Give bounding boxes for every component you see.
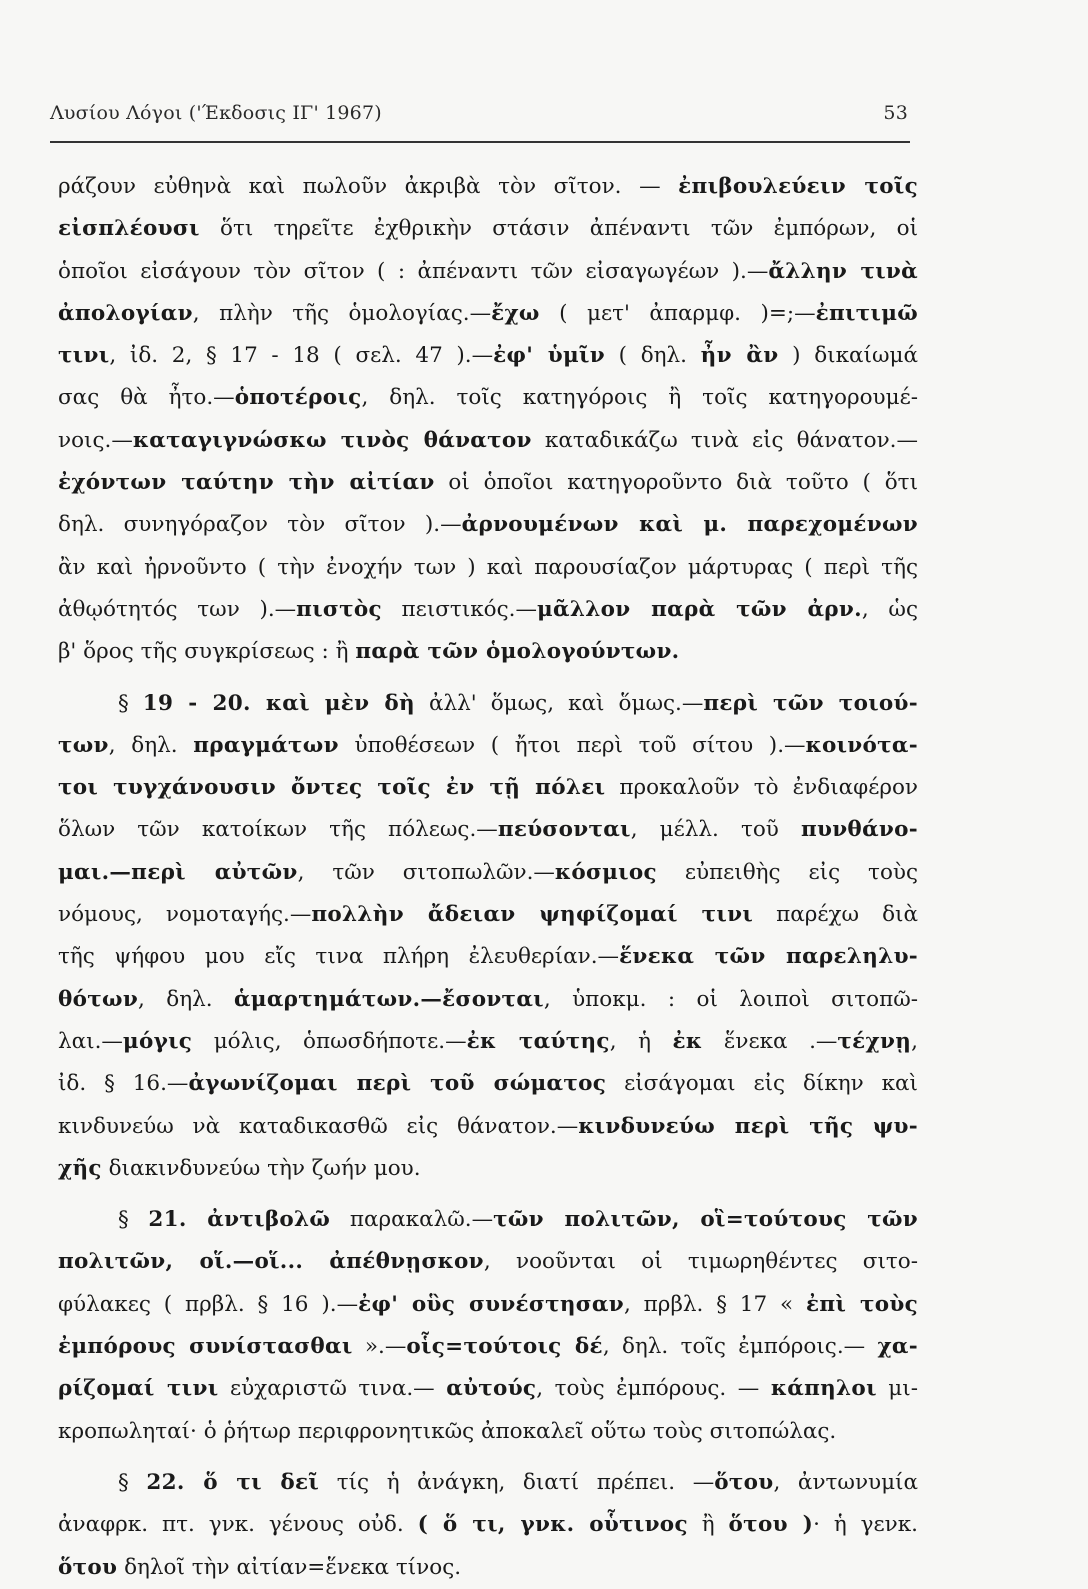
text-line bbox=[58, 725, 918, 767]
gloss: εὐπειθὴς εἰς τοὺς bbox=[656, 859, 918, 885]
gloss: ἂν καὶ ἠρνοῦντο ( τὴν ἐνοχήν των ) καὶ παρουσίαζον μάρτυρας ( περὶ τῆς bbox=[58, 554, 918, 580]
text-line bbox=[58, 1284, 918, 1326]
gloss: πειστικός.— bbox=[381, 596, 538, 622]
lemma: κινδυνεύω περὶ τῆς ψυ- bbox=[578, 1113, 919, 1139]
gloss: νοις.— bbox=[58, 427, 133, 453]
gloss: ) δικαίωμά bbox=[778, 343, 919, 369]
text-line bbox=[58, 166, 918, 208]
text-line bbox=[58, 1148, 918, 1190]
text-line bbox=[58, 1021, 918, 1063]
gloss: , πρβλ. § 17 « bbox=[623, 1291, 807, 1317]
gloss: , ὡς bbox=[861, 596, 919, 622]
lemma: των bbox=[58, 732, 109, 758]
lemma: πιστὸς bbox=[296, 596, 382, 622]
text-line bbox=[58, 1106, 918, 1148]
lemma: πραγμάτων bbox=[193, 732, 339, 758]
text-line bbox=[58, 1241, 918, 1283]
lemma: κόσμιος bbox=[554, 859, 657, 885]
gloss: ( μετ' ἀπαρμφ. )=;— bbox=[539, 300, 816, 326]
lemma: ἐκ bbox=[672, 1028, 703, 1054]
gloss: φύλακες ( πρβλ. § 16 ).— bbox=[58, 1291, 359, 1317]
lemma: πεύσονται bbox=[497, 817, 631, 843]
text-line bbox=[58, 208, 918, 250]
gloss: ἀναφρκ. πτ. γνκ. γένους οὐδ. bbox=[58, 1512, 418, 1538]
lemma: ἀρνουμένων καὶ μ. παρεχομένων bbox=[461, 512, 918, 538]
lemma: ρίζομαί τινι bbox=[58, 1376, 219, 1402]
gloss: , δηλ. τοῖς κατηγόροις ἢ τοῖς κατηγορουμέ- bbox=[361, 385, 919, 411]
text-line bbox=[58, 683, 918, 725]
gloss: ἕνεκα .— bbox=[702, 1028, 838, 1054]
gloss: ( δηλ. bbox=[604, 343, 701, 369]
lemma: ἔχω bbox=[491, 300, 540, 326]
lemma: ἁμαρτημάτων.—ἔσονται bbox=[233, 986, 544, 1012]
text-line bbox=[58, 335, 918, 377]
gloss: , ὑποκμ. : οἱ λοιποὶ σιτοπῶ- bbox=[543, 986, 919, 1012]
gloss: προκαλοῦν τὸ ἐνδιαφέρον bbox=[605, 775, 918, 801]
lemma: ἄλλην τινὰ bbox=[768, 258, 918, 284]
lemma: ἦν ἂν bbox=[700, 343, 779, 369]
gloss: παρέχω διὰ bbox=[753, 902, 918, 928]
gloss: , νοοῦνται οἱ τιμωρηθέντες σιτο- bbox=[483, 1249, 918, 1275]
gloss: § bbox=[118, 690, 143, 716]
text-line bbox=[58, 852, 918, 894]
lemma: ἐφ' ὑμῖν bbox=[493, 343, 605, 369]
gloss: , δηλ. bbox=[138, 986, 234, 1012]
lemma: 21. ἀντιβολῶ bbox=[148, 1207, 331, 1233]
text-line bbox=[58, 293, 918, 335]
lemma: ὅτου bbox=[58, 1554, 118, 1580]
page-number: 53 bbox=[883, 102, 908, 124]
text-line bbox=[58, 462, 918, 504]
lemma: μᾶλλον παρὰ τῶν ἀρν. bbox=[537, 596, 862, 622]
gloss: , δηλ. bbox=[108, 732, 194, 758]
text-line bbox=[58, 809, 918, 851]
gloss: , μέλλ. τοῦ bbox=[630, 817, 801, 843]
gloss: εἰσάγομαι εἰς δίκην καὶ bbox=[606, 1071, 918, 1097]
gloss: ράζουν εὐθηνὰ καὶ πωλοῦν ἀκριβὰ τὸν σῖτον. — bbox=[58, 174, 679, 199]
text-line bbox=[58, 504, 918, 546]
gloss: καταδικάζω τινὰ εἰς θάνατον.— bbox=[531, 427, 918, 453]
text-line bbox=[58, 936, 918, 978]
lemma: πολλὴν ἄδειαν ψηφίζομαί τινι bbox=[311, 902, 754, 928]
lemma: ὁποτέροις bbox=[234, 385, 362, 411]
lemma: μαι.—περὶ αὐτῶν bbox=[58, 859, 298, 885]
text-line bbox=[58, 1368, 918, 1410]
lemma: ἀγωνίζομαι περὶ τοῦ σώματος bbox=[188, 1071, 607, 1097]
lemma: ἐπιβουλεύειν τοῖς bbox=[678, 174, 918, 199]
gloss: τίς ἡ ἀνάγκη, διατί πρέπει. — bbox=[319, 1469, 715, 1495]
lemma: ὅτου ) bbox=[728, 1512, 814, 1538]
gloss: ἀλλ' ὅμως, καὶ ὅμως.— bbox=[414, 690, 704, 716]
gloss: , bbox=[911, 1028, 918, 1054]
gloss: , ἰδ. 2, § 17 - 18 ( σελ. 47 ).— bbox=[109, 343, 494, 369]
commentary-text bbox=[58, 166, 918, 1589]
gloss: ὁποῖοι εἰσάγουν τὸν σῖτον ( : ἀπέναντι τῶν εἰσαγωγέων ).— bbox=[58, 258, 769, 284]
gloss: σας θὰ ἦτο.— bbox=[58, 385, 235, 411]
lemma: ἐμπόρους συνίστασθαι bbox=[58, 1334, 353, 1360]
lemma: παρὰ τῶν ὁμολογούντων. bbox=[355, 639, 680, 665]
text-line bbox=[58, 1462, 918, 1504]
lemma: μόγις bbox=[122, 1028, 193, 1054]
gloss: , δηλ. τοῖς ἐμπόροις.— bbox=[602, 1334, 878, 1360]
text-line bbox=[58, 1411, 918, 1453]
gloss: εὐχαριστῶ τινα.— bbox=[218, 1376, 447, 1402]
text-line bbox=[58, 1199, 918, 1241]
text-line bbox=[58, 547, 918, 589]
gloss: ὅτι τηρεῖτε ἐχθρικὴν στάσιν ἀπέναντι τῶν ἐμπόρων, οἱ bbox=[199, 216, 918, 242]
gloss: λαι.— bbox=[58, 1028, 123, 1054]
gloss: δηλ. συνηγόραζον τὸν σῖτον ).— bbox=[58, 512, 462, 538]
gloss: § bbox=[118, 1469, 147, 1495]
gloss: διακινδυνεύω τὴν ζωήν μου. bbox=[101, 1155, 421, 1181]
text-line bbox=[58, 894, 918, 936]
lemma: ἐπὶ τοὺς bbox=[806, 1291, 918, 1317]
gloss: β' ὅρος τῆς συγκρίσεως : ἢ bbox=[58, 639, 356, 665]
gloss: δηλοῖ τὴν αἰτίαν=ἕνεκα τίνος. bbox=[117, 1554, 462, 1580]
gloss: ἰδ. § 16.— bbox=[58, 1071, 189, 1097]
gloss: κινδυνεύω νὰ καταδικασθῶ εἰς θάνατον.— bbox=[58, 1113, 579, 1139]
lemma: θότων bbox=[58, 986, 139, 1012]
gloss: , ἡ bbox=[609, 1028, 673, 1054]
gloss: ἢ bbox=[687, 1512, 729, 1538]
lemma: ἐφ' οὓς συνέστησαν bbox=[358, 1291, 624, 1317]
text-line bbox=[58, 1326, 918, 1368]
lemma: κοινότα- bbox=[805, 732, 918, 758]
text-line bbox=[58, 1063, 918, 1105]
gloss: § bbox=[118, 1207, 149, 1233]
lemma: κάπηλοι bbox=[770, 1376, 877, 1402]
lemma: χα- bbox=[877, 1334, 918, 1360]
header-rule bbox=[50, 141, 910, 143]
running-title: Λυσίου Λόγοι ('Έκδοσις ΙΓ' 1967) bbox=[50, 102, 382, 124]
running-header bbox=[50, 102, 908, 132]
text-line bbox=[58, 377, 918, 419]
lemma: πυνθάνο- bbox=[800, 817, 918, 843]
gloss: μι- bbox=[876, 1376, 918, 1402]
lemma: 22. ὅ τι δεῖ bbox=[146, 1469, 320, 1495]
lemma: τινι bbox=[58, 343, 110, 369]
lemma: χῆς bbox=[58, 1155, 102, 1181]
lemma: τῶν πολιτῶν, οἳ=τούτους τῶν bbox=[493, 1207, 918, 1233]
gloss: μόλις, ὁπωσδήποτε.— bbox=[192, 1028, 467, 1054]
text-line bbox=[58, 979, 918, 1021]
gloss: · ἡ γενκ. bbox=[813, 1512, 918, 1538]
gloss: , ἀντωνυμία bbox=[773, 1469, 919, 1495]
text-line bbox=[58, 767, 918, 809]
gloss: τῆς ψήφου μου εἴς τινα πλήρη ἐλευθερίαν.— bbox=[58, 944, 620, 970]
gloss: ὅλων τῶν κατοίκων τῆς πόλεως.— bbox=[58, 817, 498, 843]
lemma: ἐκ ταύτης bbox=[466, 1028, 610, 1054]
lemma: αὐτούς bbox=[446, 1376, 537, 1402]
text-line bbox=[58, 251, 918, 293]
gloss: οἱ ὁποῖοι κατηγοροῦντο διὰ τοῦτο ( ὅτι bbox=[434, 470, 918, 496]
gloss: κροπωληταί· ὁ ῥήτωρ περιφρονητικῶς ἀποκαλεῖ οὕτω τοὺς σιτοπώλας. bbox=[58, 1418, 837, 1444]
lemma: ἐχόντων ταύτην τὴν αἰτίαν bbox=[58, 470, 435, 496]
lemma: καταγιγνώσκω τινὸς θάνατον bbox=[132, 427, 532, 453]
gloss: ».— bbox=[352, 1334, 407, 1360]
text-line bbox=[58, 1547, 918, 1589]
lemma: εἰσπλέουσι bbox=[58, 216, 200, 242]
lemma: οἷς=τούτοις δέ bbox=[406, 1334, 603, 1360]
lemma: ( ὅ τι, γνκ. οὗτινος bbox=[417, 1512, 688, 1538]
gloss: παρακαλῶ.— bbox=[330, 1207, 494, 1233]
gloss: ἀθῳότητός των ).— bbox=[58, 596, 297, 622]
gloss: , τῶν σιτοπωλῶν.— bbox=[297, 859, 555, 885]
gloss: , πλὴν τῆς ὁμολογίας.— bbox=[192, 300, 492, 326]
lemma: ἕνεκα τῶν παρεληλυ- bbox=[619, 944, 919, 970]
gloss: ὑποθέσεων ( ἤτοι περὶ τοῦ σίτου ).— bbox=[338, 732, 806, 758]
lemma: ἀπολογίαν bbox=[58, 300, 193, 326]
lemma: ὅτου bbox=[714, 1469, 774, 1495]
text-line bbox=[58, 1504, 918, 1546]
gloss: , τοὺς ἐμπόρους. — bbox=[536, 1376, 771, 1402]
lemma: πολιτῶν, οἵ.—οἵ... ἀπέθνῃσκον bbox=[58, 1249, 484, 1275]
gloss: νόμους, νομοταγής.— bbox=[58, 902, 312, 928]
lemma: τέχνῃ bbox=[837, 1028, 912, 1054]
text-line bbox=[58, 420, 918, 462]
lemma: ἐπιτιμῶ bbox=[815, 300, 918, 326]
lemma: τοι τυγχάνουσιν ὄντες τοῖς ἐν τῇ πόλει bbox=[58, 775, 606, 801]
lemma: 19 - 20. καὶ μὲν δὴ bbox=[142, 690, 415, 716]
text-line bbox=[58, 589, 918, 631]
lemma: περὶ τῶν τοιού- bbox=[703, 690, 918, 716]
text-line bbox=[58, 631, 918, 673]
